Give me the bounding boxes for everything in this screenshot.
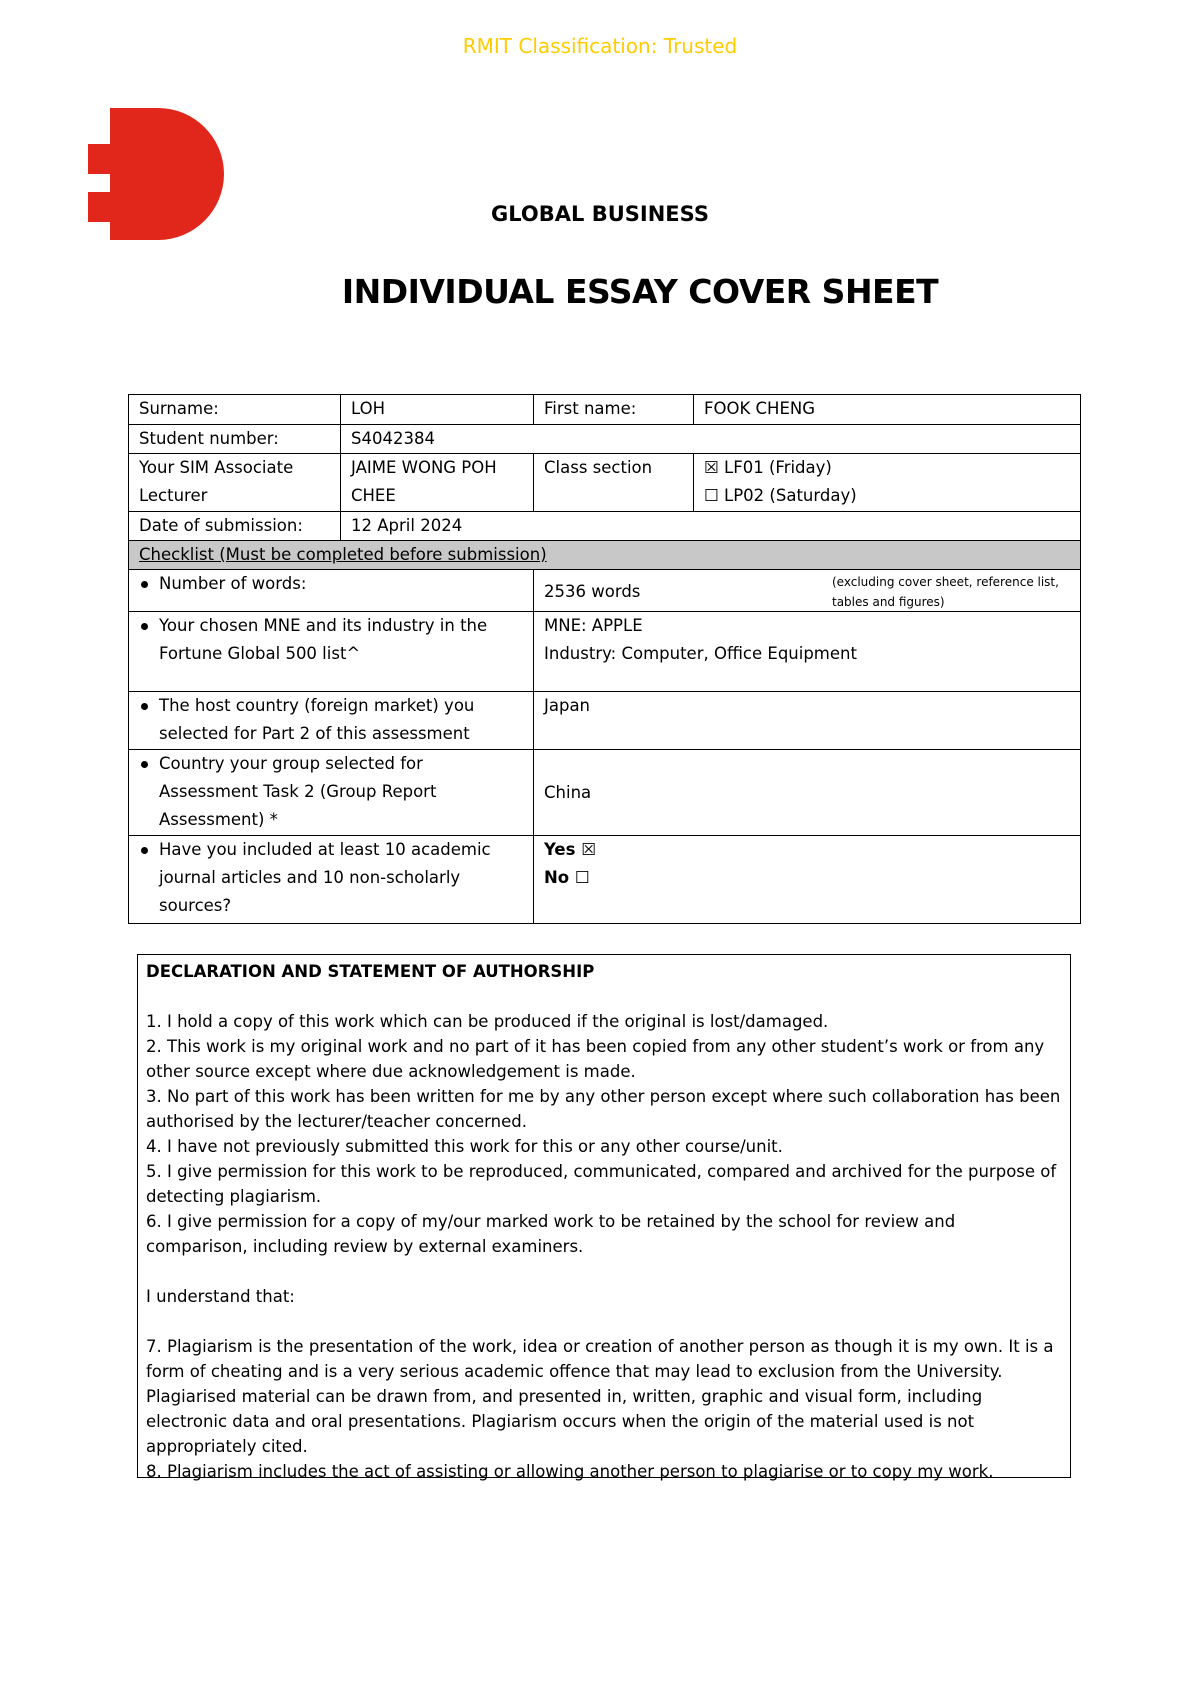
class-option-lp02[interactable]: ☐ LP02 (Saturday) — [704, 486, 857, 505]
group-value: China — [534, 750, 1081, 836]
sources-yes[interactable]: Yes ☒ — [544, 840, 596, 859]
subject-heading: GLOBAL BUSINESS — [491, 202, 709, 226]
surname-value: LOH — [341, 395, 534, 425]
sources-cell — [534, 836, 1081, 924]
mne-label: Your chosen MNE and its industry in the Fortune Global 500 list^ — [139, 612, 523, 668]
date-label: Date of submission: — [129, 512, 341, 541]
sources-label-cell — [129, 836, 534, 924]
words-label-cell — [129, 570, 534, 612]
words-cell — [534, 570, 1081, 612]
declaration-item: 3. No part of this work has been written for me by any other person except where such collaboration has been authorised by the lecturer/teacher concerned. — [146, 1087, 1061, 1131]
class-section-label: Class section — [534, 454, 694, 512]
declaration-heading: DECLARATION AND STATEMENT OF AUTHORSHIP — [146, 962, 595, 981]
industry-value: Industry: Computer, Office Equipment — [544, 644, 857, 663]
class-section-options — [694, 454, 1081, 512]
classification-label: RMIT Classification: Trusted — [462, 34, 738, 58]
class-option-lf01[interactable]: ☒ LF01 (Friday) — [704, 458, 832, 477]
host-value: Japan — [534, 692, 1081, 750]
declaration-item: 4. I have not previously submitted this work for this or any other course/unit. — [146, 1137, 783, 1156]
checklist-header — [129, 541, 1081, 570]
group-label: Country your group selected for Assessment Task 2 (Group Report Assessment) * — [139, 750, 523, 834]
words-label: Number of words: — [139, 570, 523, 598]
checklist-header-text: Checklist (Must be completed before submission) — [139, 545, 547, 564]
cover-details-table — [128, 394, 1081, 924]
declaration-item: 5. I give permission for this work to be reproduced, communicated, compared and archived for the purpose of detecting plagiarism. — [146, 1162, 1057, 1206]
declaration-item: 2. This work is my original work and no part of it has been copied from any other student’s work or from any other source except where due acknowledgement is made. — [146, 1037, 1045, 1081]
sources-label: Have you included at least 10 academic journal articles and 10 non-scholarly sources? — [139, 836, 523, 920]
words-note: (excluding cover sheet, reference list, tables and figures) — [832, 575, 1059, 609]
lecturer-value: JAIME WONG POH CHEE — [341, 454, 534, 512]
host-label-cell — [129, 692, 534, 750]
surname-label: Surname: — [129, 395, 341, 425]
mne-label-cell — [129, 612, 534, 692]
date-value: 12 April 2024 — [341, 512, 1081, 541]
sources-no[interactable]: No ☐ — [544, 868, 590, 887]
document-title: INDIVIDUAL ESSAY COVER SHEET — [341, 272, 939, 311]
rmit-logo — [88, 108, 224, 244]
declaration-item: 1. I hold a copy of this work which can be produced if the original is lost/damaged. — [146, 1012, 829, 1031]
declaration-item: 7. Plagiarism is the presentation of the work, idea or creation of another person as though it is my own. It is a form of cheating and is a very serious academic offence that may lead to exclusion from the University. Plagiarised material can be drawn from, and presented in, written, graphic and visual form, including electronic data and oral presentations. Plagiarism occurs when the origin of the material used is not appropriately cited. — [146, 1337, 1054, 1456]
mne-cell — [534, 612, 1081, 692]
group-label-cell — [129, 750, 534, 836]
declaration-item: 6. I give permission for a copy of my/our marked work to be retained by the school for review and comparison, including review by external examiners. — [146, 1212, 956, 1256]
student-number-value: S4042384 — [341, 425, 1081, 454]
understand-text: I understand that: — [146, 1287, 295, 1306]
firstname-value: FOOK CHENG — [694, 395, 1081, 425]
lecturer-label: Your SIM Associate Lecturer — [129, 454, 341, 512]
firstname-label: First name: — [534, 395, 694, 425]
declaration-item: 8. Plagiarism includes the act of assisting or allowing another person to plagiarise or to copy my work. — [146, 1462, 994, 1481]
host-label: The host country (foreign market) you selected for Part 2 of this assessment — [139, 692, 523, 748]
student-number-label: Student number: — [129, 425, 341, 454]
mne-value: MNE: APPLE — [544, 616, 643, 635]
declaration-box — [137, 954, 1071, 1481]
words-value: 2536 words — [544, 582, 641, 601]
